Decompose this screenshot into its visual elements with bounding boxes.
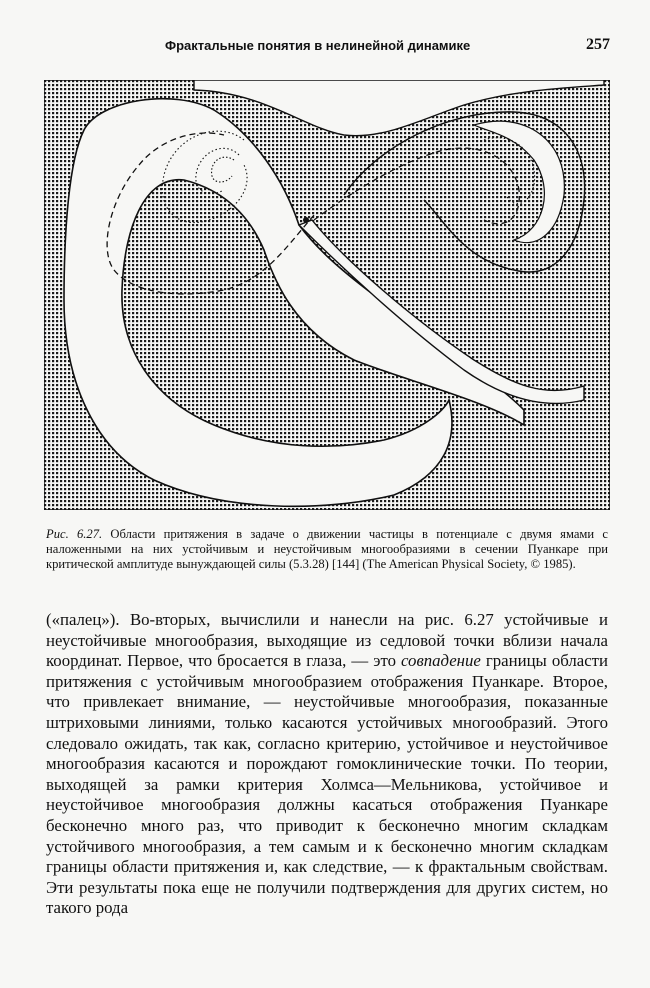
figure-basins-of-attraction [44,80,610,510]
caption-label: Рис. 6.27. [46,527,103,541]
page-number: 257 [586,36,610,53]
caption-text: Области притяжения в задаче о движении частицы в потенциале с двумя ямами с наложенными на них устойчивым и неустойчивым многообразиями в сечении Пуанкаре при критической амплитуде вынуждающей силы (5.3.28) [144] (The American Physical Society, © 1985). [46,527,608,571]
body-text-part-1: («палец»). Во-вторых, вычислили и нанесли на рис. 6.27 устойчивые и неустойчивые многообразия, выходящие из седловой точки вблизи начала координат. Первое, что бросается в глаза, — это [46,610,608,671]
basin-diagram [44,80,610,510]
page-header [40,36,610,58]
running-title: Фрактальные понятия в нелинейной динамике [165,38,471,53]
figure-caption [46,527,608,572]
body-text-part-2: границы области притяжения с устойчивым многообразием отображения Пуанкаре. Второе, что привлекает внимание, — неустойчивые многообразия, показанные штриховыми линиями, только касаются устойчивых многообразий. Этого следовало ожидать, так как, согласно критерию, устойчивое и неустойчивое многообразия касаются и порождают гомоклинические точки. По теории, выходящей за рамки критерия Холмса—Мельникова, устойчивое и неустойчивое многообразия должны касаться отображения Пуанкаре бесконечно много раз, что приводит к бесконечно многим складкам устойчивого многообразия, а тем самым и к бесконечно многим складкам границы области притяжения и, как следствие, — к фрактальным свойствам. Эти результаты пока еще не получили подтверждения для других систем, но такого рода [46,651,608,918]
saddle-point [303,217,309,223]
body-paragraph [46,610,608,919]
body-text-emphasis: совпадение [401,651,481,671]
